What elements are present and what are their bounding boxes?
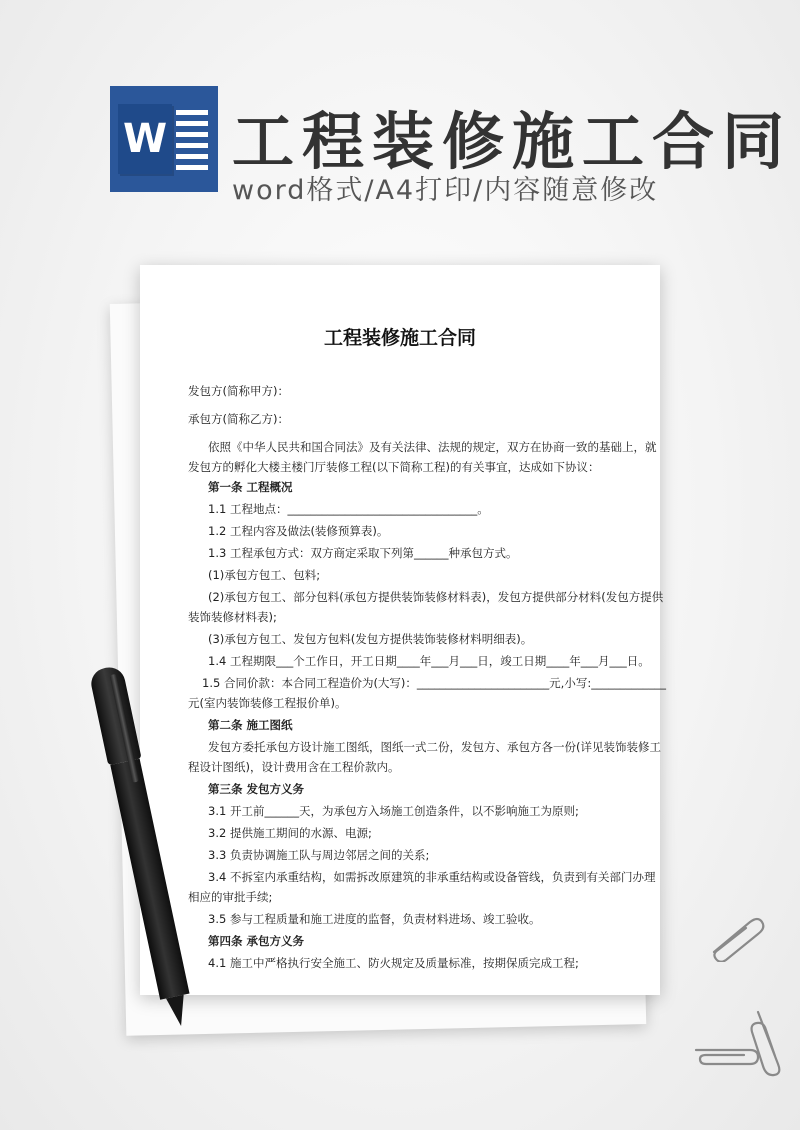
clause-line: 3.2 提供施工期间的水源、电源; [208, 826, 372, 840]
document-page [140, 265, 666, 995]
paperclip-icon [692, 1040, 762, 1070]
clause-line: 3.1 开工前______天，为承包方入场施工创造条件，以不影响施工为原则; [208, 804, 579, 818]
clause-line: (1)承包方包工、包料; [208, 568, 321, 582]
article-heading: 第三条 发包方义务 [208, 782, 305, 796]
clause-line: 1.1 工程地点：_________________________________。 [208, 502, 489, 516]
paperclip-icon [706, 912, 766, 962]
clause-line: (3)承包方包工、发包方包料(发包方提供装饰装修材料明细表)。 [208, 632, 533, 646]
clause-line: 发包方委托承包方设计施工图纸，图纸一式二份，发包方、承包方各一份(详见装饰装修工 [208, 740, 661, 754]
clause-line: 4.1 施工中严格执行安全施工、防火规定及质量标准，按期保质完成工程; [208, 956, 579, 970]
article-heading: 第四条 承包方义务 [208, 934, 305, 948]
word-letter: W [118, 104, 172, 174]
party-b-line: 承包方(简称乙方)： [188, 412, 289, 426]
clause-line: 程设计图纸)，设计费用含在工程价款内。 [188, 760, 400, 774]
clause-line: 3.3 负责协调施工队与周边邻居之间的关系; [208, 848, 430, 862]
clause-line: 3.5 参与工程质量和施工进度的监督，负责材料进场、竣工验收。 [208, 912, 541, 926]
document-title: 工程装修施工合同 [323, 327, 476, 349]
banner-subtitle: word格式/A4打印/内容随意修改 [232, 175, 659, 206]
clause-line: 1.2 工程内容及做法(装修预算表)。 [208, 524, 389, 538]
clause-line: (2)承包方包工、部分包料(承包方提供装饰装修材料表)，发包方提供部分材料(发包方提供 [208, 590, 664, 604]
clause-line: 1.3 工程承包方式：双方商定采取下列第______种承包方式。 [208, 546, 518, 560]
word-document-icon [110, 86, 218, 192]
clause-line: 1.4 工程期限___个工作日，开工日期____年___月___日，竣工日期____年___月___日。 [208, 654, 650, 668]
preamble-line: 发包方的孵化大楼主楼门厅装修工程(以下简称工程)的有关事宜，达成如下协议： [188, 460, 600, 474]
clause-line: 1.5 合同价款：本合同工程造价为(大写)：_______________________元,小写:_____________ [202, 676, 666, 690]
banner-title: 工程装修施工合同 [232, 105, 793, 178]
clause-line: 元(室内装饰装修工程报价单)。 [188, 696, 347, 710]
clause-line: 装饰装修材料表); [188, 610, 277, 624]
clause-line: 相应的审批手续; [188, 890, 273, 904]
banner-header [0, 0, 800, 220]
preamble-line: 依照《中华人民共和国合同法》及有关法律、法规的规定，双方在协商一致的基础上，就 [208, 440, 657, 454]
clause-line: 3.4 不拆室内承重结构，如需拆改原建筑的非承重结构或设备管线，负责到有关部门办理 [208, 870, 656, 884]
article-heading: 第二条 施工图纸 [208, 718, 293, 732]
text-lines-icon [176, 110, 208, 176]
article-heading: 第一条 工程概况 [208, 480, 293, 494]
party-a-line: 发包方(简称甲方)： [188, 384, 289, 398]
